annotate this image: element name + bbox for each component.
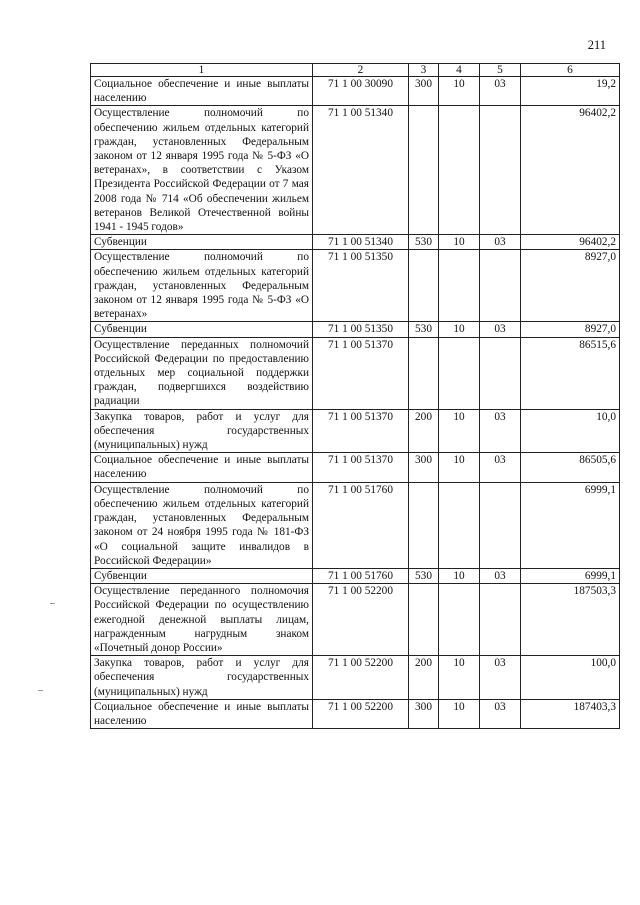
section	[439, 584, 480, 656]
target-code: 71 1 00 51350	[313, 322, 409, 337]
amount: 8927,0	[521, 250, 620, 322]
table-row	[91, 409, 620, 453]
expense-type: 200	[409, 656, 439, 700]
row-name: Субвенции	[91, 322, 313, 337]
expense-type: 530	[409, 322, 439, 337]
expense-type: 530	[409, 235, 439, 250]
table-row	[91, 453, 620, 482]
expense-type	[409, 337, 439, 409]
target-code: 71 1 00 52200	[313, 699, 409, 728]
target-code: 71 1 00 51760	[313, 568, 409, 583]
scan-speck	[38, 690, 43, 691]
row-name: Осуществление полномочий по обеспечению жильем отдельных категорий граждан, установленных Федеральным законом от 24 ноября 1995 года № 181-ФЗ «О социальной защите инвалидов в Российской Федерации»	[91, 482, 313, 568]
section	[439, 337, 480, 409]
expense-type	[409, 106, 439, 235]
subsection: 03	[480, 322, 521, 337]
section: 10	[439, 409, 480, 453]
section	[439, 106, 480, 235]
expense-type	[409, 482, 439, 568]
table-row	[91, 337, 620, 409]
subsection	[480, 337, 521, 409]
subsection: 03	[480, 77, 521, 106]
amount: 10,0	[521, 409, 620, 453]
table-row	[91, 106, 620, 235]
row-name: Закупка товаров, работ и услуг для обеспечения государственных (муниципальных) нужд	[91, 409, 313, 453]
amount: 6999,1	[521, 482, 620, 568]
table-row	[91, 77, 620, 106]
row-name: Осуществление полномочий по обеспечению жильем отдельных категорий граждан, установленных Федеральным законом от 12 января 1995 года № 5-ФЗ «О ветеранах», в соответствии с Указом Президента Российской Федерации от 7 мая 2008 года № 714 «Об обеспечении жильем ветеранов Великой Отечественной войны 1941 - 1945 годов»	[91, 106, 313, 235]
row-name: Субвенции	[91, 235, 313, 250]
subsection	[480, 584, 521, 656]
subsection	[480, 482, 521, 568]
column-header-5: 5	[480, 64, 521, 77]
expense-type: 300	[409, 77, 439, 106]
table-row	[91, 482, 620, 568]
budget-table	[90, 63, 620, 729]
subsection	[480, 250, 521, 322]
table-row	[91, 584, 620, 656]
section: 10	[439, 77, 480, 106]
target-code: 71 1 00 51340	[313, 106, 409, 235]
row-name: Осуществление переданного полномочия Российской Федерации по осуществлению ежегодной денежной выплаты лицам, награжденным нагрудным знаком «Почетный донор России»	[91, 584, 313, 656]
target-code: 71 1 00 51370	[313, 337, 409, 409]
page-number: 211	[587, 38, 606, 52]
section: 10	[439, 656, 480, 700]
target-code: 71 1 00 51340	[313, 235, 409, 250]
row-name: Субвенции	[91, 568, 313, 583]
row-name: Социальное обеспечение и иные выплаты населению	[91, 77, 313, 106]
target-code: 71 1 00 51370	[313, 453, 409, 482]
row-name: Закупка товаров, работ и услуг для обеспечения государственных (муниципальных) нужд	[91, 656, 313, 700]
section: 10	[439, 699, 480, 728]
expense-type	[409, 250, 439, 322]
scan-speck	[50, 603, 55, 604]
expense-type: 530	[409, 568, 439, 583]
target-code: 71 1 00 51760	[313, 482, 409, 568]
row-name: Осуществление полномочий по обеспечению жильем отдельных категорий граждан, установленных Федеральным законом от 12 января 1995 года № 5-ФЗ «О ветеранах»	[91, 250, 313, 322]
amount: 6999,1	[521, 568, 620, 583]
amount: 8927,0	[521, 322, 620, 337]
table-row	[91, 322, 620, 337]
table-row	[91, 568, 620, 583]
amount: 86515,6	[521, 337, 620, 409]
column-header-6: 6	[521, 64, 620, 77]
section: 10	[439, 453, 480, 482]
table-body	[91, 77, 620, 729]
expense-type: 300	[409, 453, 439, 482]
table-row	[91, 699, 620, 728]
amount: 100,0	[521, 656, 620, 700]
subsection: 03	[480, 409, 521, 453]
expense-type	[409, 584, 439, 656]
section	[439, 482, 480, 568]
target-code: 71 1 00 51370	[313, 409, 409, 453]
column-header-2: 2	[313, 64, 409, 77]
subsection: 03	[480, 656, 521, 700]
subsection: 03	[480, 453, 521, 482]
amount: 19,2	[521, 77, 620, 106]
amount: 187503,3	[521, 584, 620, 656]
table-row	[91, 250, 620, 322]
target-code: 71 1 00 52200	[313, 584, 409, 656]
subsection	[480, 106, 521, 235]
subsection: 03	[480, 235, 521, 250]
subsection: 03	[480, 568, 521, 583]
column-header-1: 1	[91, 64, 313, 77]
target-code: 71 1 00 51350	[313, 250, 409, 322]
section: 10	[439, 568, 480, 583]
row-name: Осуществление переданных полномочий Российской Федерации по предоставлению отдельных мер социальной поддержки граждан, подвергшихся воздействию радиации	[91, 337, 313, 409]
row-name: Социальное обеспечение и иные выплаты населению	[91, 699, 313, 728]
column-header-3: 3	[409, 64, 439, 77]
amount: 86505,6	[521, 453, 620, 482]
section	[439, 250, 480, 322]
table-row	[91, 235, 620, 250]
amount: 96402,2	[521, 106, 620, 235]
section: 10	[439, 235, 480, 250]
amount: 187403,3	[521, 699, 620, 728]
amount: 96402,2	[521, 235, 620, 250]
section: 10	[439, 322, 480, 337]
table-row	[91, 656, 620, 700]
column-header-4: 4	[439, 64, 480, 77]
target-code: 71 1 00 52200	[313, 656, 409, 700]
expense-type: 300	[409, 699, 439, 728]
subsection: 03	[480, 699, 521, 728]
row-name: Социальное обеспечение и иные выплаты населению	[91, 453, 313, 482]
target-code: 71 1 00 30090	[313, 77, 409, 106]
expense-type: 200	[409, 409, 439, 453]
header-row	[91, 64, 620, 77]
